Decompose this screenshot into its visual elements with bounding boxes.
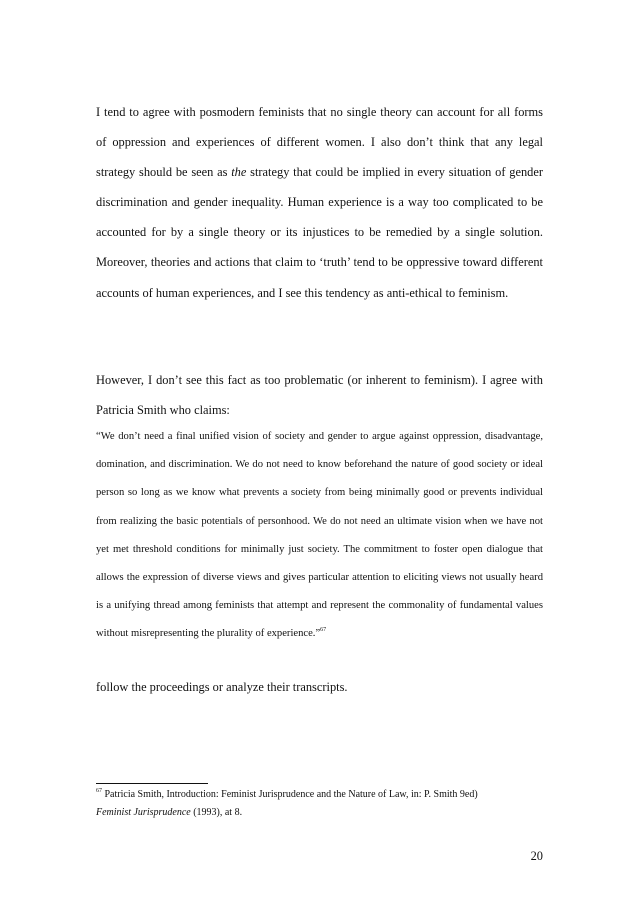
- paragraph-text: However, I don’t see this fact as too problematic (or inherent to feminism). I agree with Patricia Smith who claims:: [96, 373, 543, 418]
- footnote-divider: [96, 783, 208, 784]
- footnote-number: 67: [96, 788, 102, 794]
- paragraph-text: I tend to agree with posmodern feminists that no single theory can account for all forms of oppression and experiences of different women. I also don’t think that any legal strategy should be seen as: [96, 105, 543, 180]
- paragraph-text: follow the proceedings or analyze their transcripts.: [96, 680, 348, 694]
- body-paragraph-however: [96, 365, 543, 425]
- page-number: 20: [530, 849, 543, 863]
- footnote-book-title: Feminist Jurisprudence: [96, 807, 191, 818]
- footnote-citation-tail: (1993), at 8.: [190, 807, 243, 818]
- footnote: [96, 786, 543, 822]
- body-paragraph-proceedings: [96, 672, 543, 702]
- footnote-text: Patricia Smith, Introduction: Feminist Jurisprudence and the Nature of Law, in: P. Smith 9ed): [102, 789, 478, 800]
- emphasis-text: the: [231, 165, 247, 180]
- quote-text: “We don’t need a final unified vision of society and gender to argue against oppression, disadvantage, domination, and discrimination. We do not need to know beforehand the nature of good society or ideal person so long as we know what prevents a society from being minimally good or prevents individual from realizing the basic potentials of personhood. We do not need an ultimate vision when we have not yet met threshold conditions for minimally just society. The commitment to foster open dialogue that allows the expression of diverse views and gives particular attention to eliciting views not usually heard is a unifying thread among feminists that attempt and represent the commonality of fundamental values without misrepresenting the plurality of experience.”: [96, 431, 543, 640]
- footnote-reference[interactable]: 67: [320, 627, 327, 634]
- body-paragraph-postmodern: [96, 97, 543, 308]
- block-quote: [96, 423, 543, 649]
- paragraph-text-continued: strategy that could be implied in every situation of gender discrimination and gender inequality. Human experience is a way too complicated to be accounted for by a single theory or its injustices to be remedied by a single solution. Moreover, theories and actions that claim to ‘truth’ tend to be oppressive toward different accounts of human experiences, and I see this tendency as anti-ethical to feminism.: [96, 165, 543, 300]
